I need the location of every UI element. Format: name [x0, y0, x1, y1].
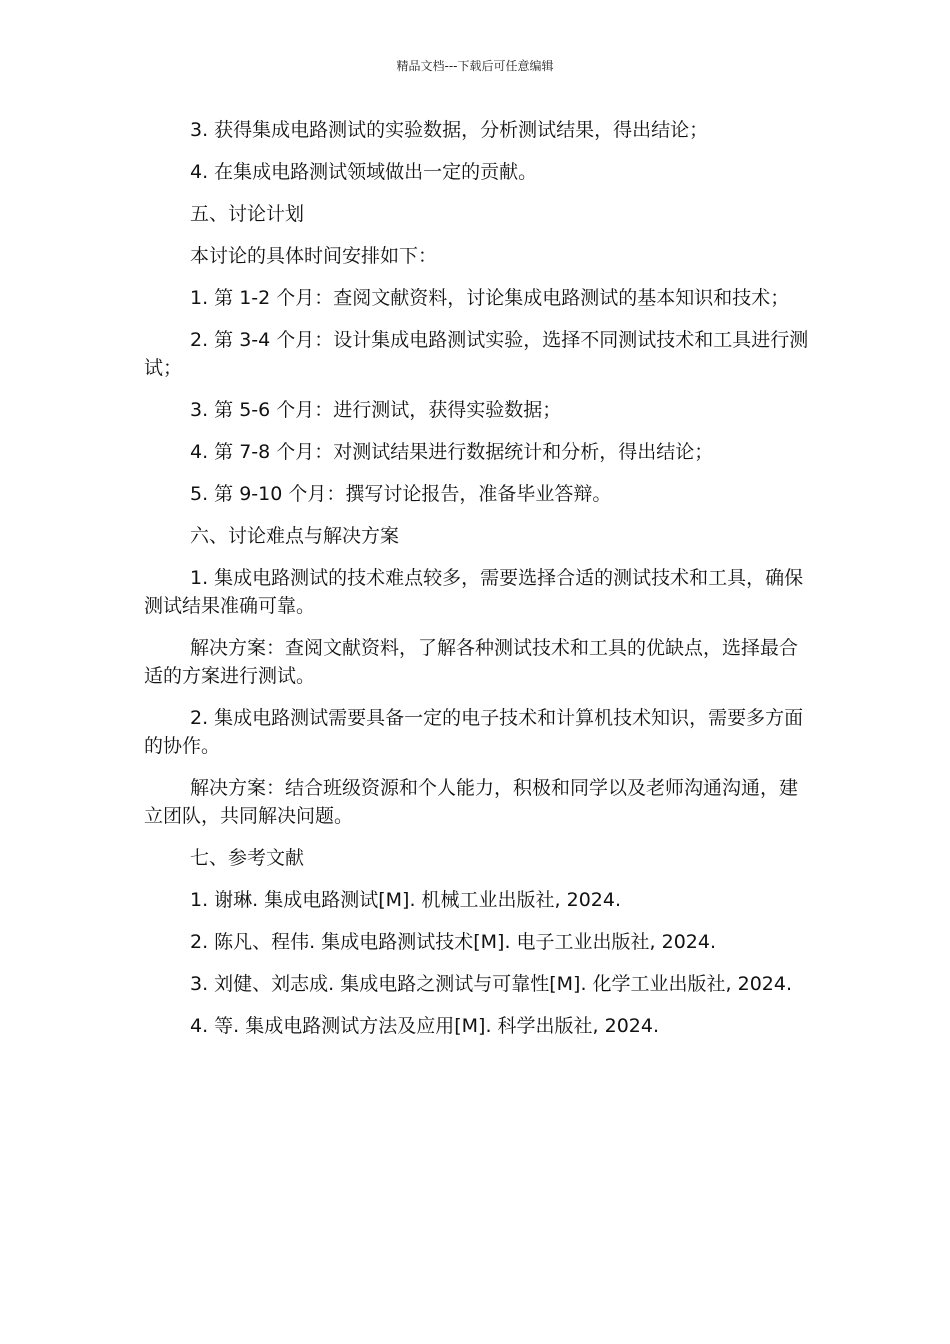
plan-item-5: 5. 第 9-10 个月：撰写讨论报告，准备毕业答辩。: [190, 483, 612, 505]
page-header: 精品文档---下载后可任意编辑: [396, 59, 554, 73]
section-heading-plan: 五、讨论计划: [190, 203, 305, 225]
difficulty-2: 2. 集成电路测试需要具备一定的电子技术和计算机技术知识，需要多方面的协作。: [144, 707, 804, 757]
reference-1: 1. 谢琳. 集成电路测试[M]. 机械工业出版社, 2024.: [190, 889, 622, 911]
paragraph-objective-3: 3. 获得集成电路测试的实验数据，分析测试结果，得出结论；: [190, 119, 709, 141]
reference-2: 2. 陈凡、程伟. 集成电路测试技术[M]. 电子工业出版社, 2024.: [190, 931, 717, 953]
reference-3: 3. 刘健、刘志成. 集成电路之测试与可靠性[M]. 化学工业出版社, 2024.: [190, 973, 793, 995]
solution-1: 解决方案：查阅文献资料，了解各种测试技术和工具的优缺点，选择最合适的方案进行测试。: [144, 637, 799, 687]
reference-4: 4. 等. 集成电路测试方法及应用[M]. 科学出版社, 2024.: [190, 1015, 660, 1037]
document-body: [144, 116, 809, 1054]
difficulty-1: 1. 集成电路测试的技术难点较多，需要选择合适的测试技术和工具，确保测试结果准确可靠。: [144, 567, 804, 617]
paragraph-plan-intro: 本讨论的具体时间安排如下：: [190, 245, 438, 267]
section-heading-difficulties: 六、讨论难点与解决方案: [190, 525, 400, 547]
plan-item-2: 2. 第 3-4 个月：设计集成电路测试实验，选择不同测试技术和工具进行测试；: [144, 329, 809, 379]
section-heading-references: 七、参考文献: [190, 847, 305, 869]
plan-item-3: 3. 第 5-6 个月：进行测试，获得实验数据；: [190, 399, 562, 421]
plan-item-4: 4. 第 7-8 个月：对测试结果进行数据统计和分析，得出结论；: [190, 441, 714, 463]
solution-2: 解决方案：结合班级资源和个人能力，积极和同学以及老师沟通沟通，建立团队，共同解决问题。: [144, 777, 799, 827]
plan-item-1: 1. 第 1-2 个月：查阅文献资料，讨论集成电路测试的基本知识和技术；: [190, 287, 790, 309]
paragraph-objective-4: 4. 在集成电路测试领域做出一定的贡献。: [190, 161, 538, 183]
